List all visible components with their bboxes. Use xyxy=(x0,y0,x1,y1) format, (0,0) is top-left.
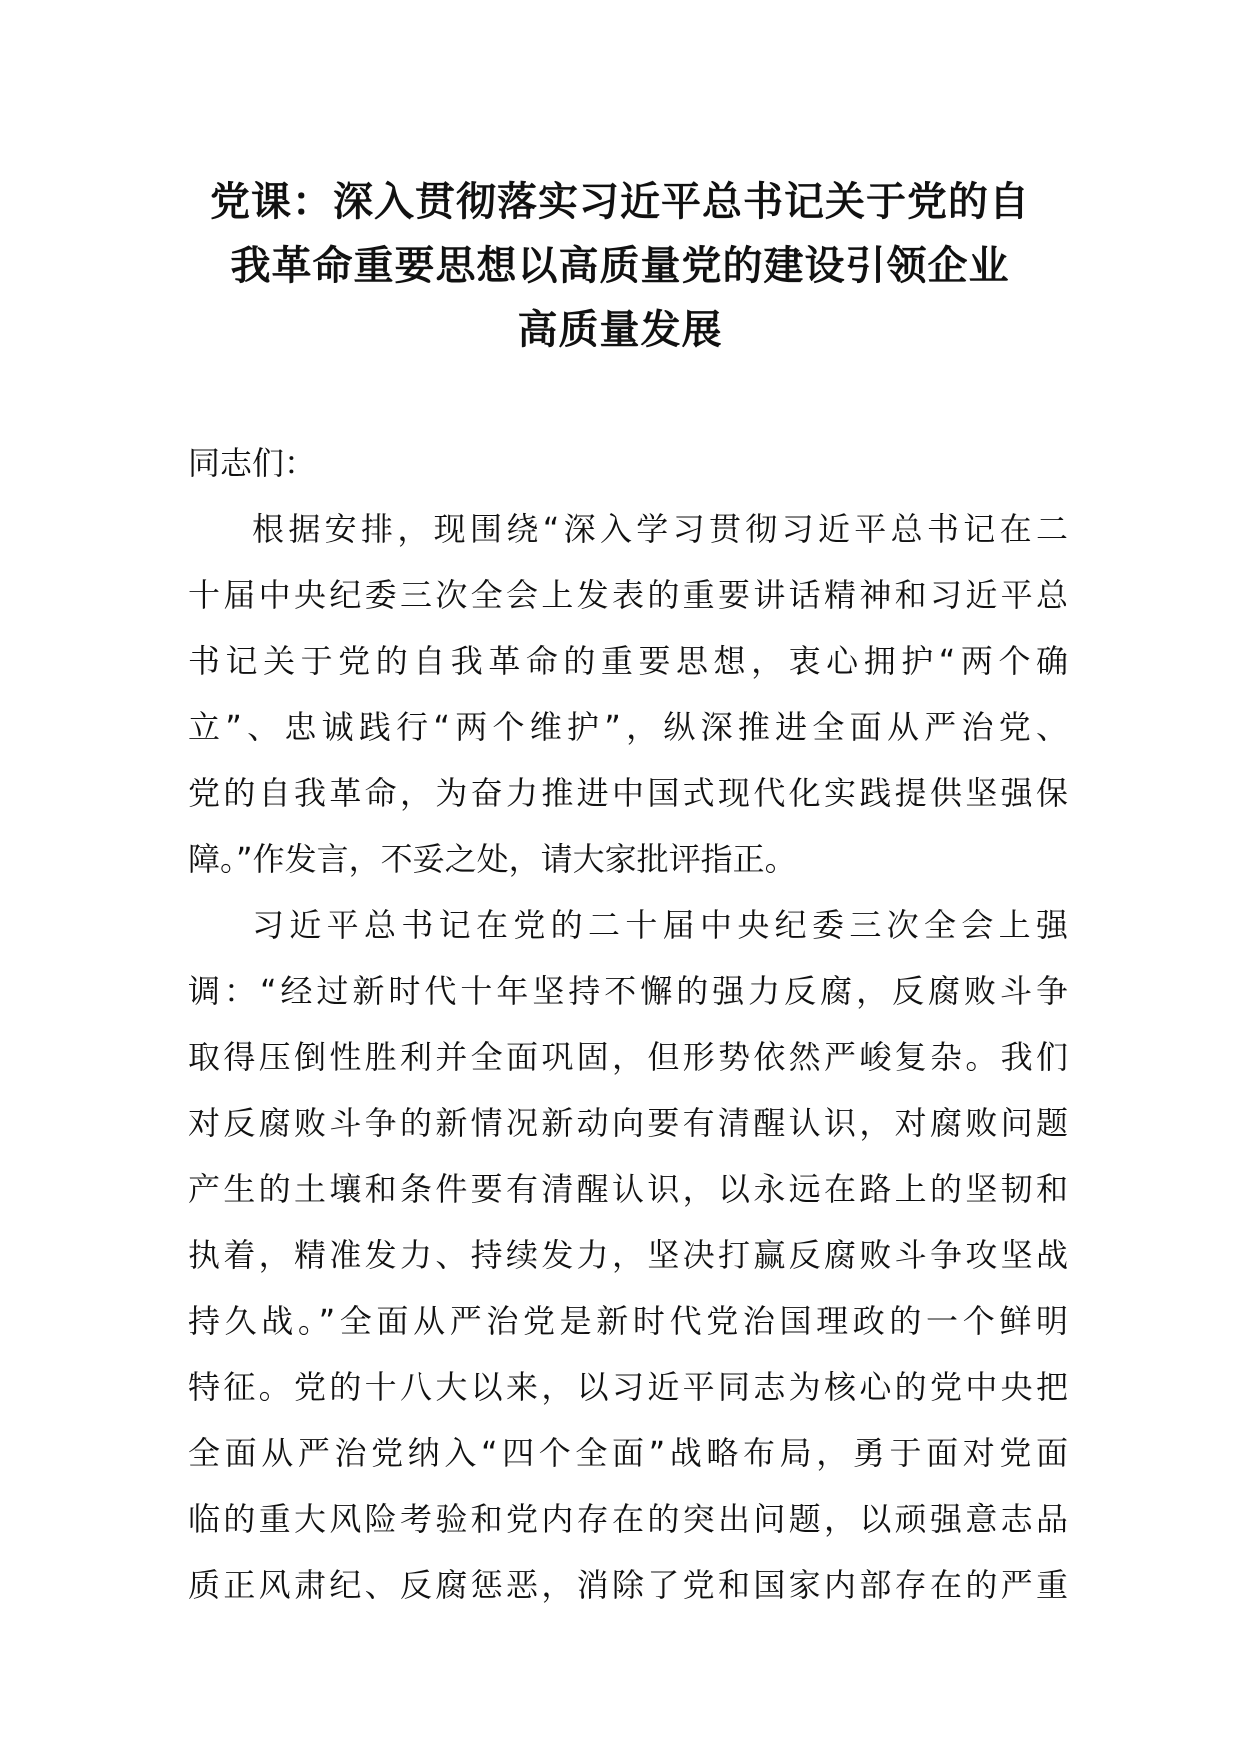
title-line: 党课：深入贯彻落实习近平总书记关于党的自 xyxy=(210,179,1030,225)
document-body xyxy=(188,430,1068,1618)
paragraph-line: 习近平总书记在党的二十届中央纪委三次全会上强 xyxy=(252,906,1068,944)
paragraph xyxy=(188,892,1068,1618)
paragraph-line: 立”、忠诚践行“两个维护”，纵深推进全面从严治党、 xyxy=(188,708,1068,746)
paragraph xyxy=(188,496,1068,892)
paragraph-line: 党的自我革命，为奋力推进中国式现代化实践提供坚强保 xyxy=(188,774,1068,812)
paragraph-line: 取得压倒性胜利并全面巩固，但形势依然严峻复杂。我们 xyxy=(188,1038,1068,1076)
paragraph-line: 临的重大风险考验和党内存在的突出问题，以顽强意志品 xyxy=(188,1500,1068,1538)
paragraph-line: 书记关于党的自我革命的重要思想，衷心拥护“两个确 xyxy=(188,642,1068,680)
title-line: 高质量发展 xyxy=(517,307,723,353)
document-title xyxy=(150,170,1090,362)
paragraph-line: 十届中央纪委三次全会上发表的重要讲话精神和习近平总 xyxy=(188,576,1068,614)
greeting: 同志们： xyxy=(188,444,317,482)
paragraph-line: 产生的土壤和条件要有清醒认识，以永远在路上的坚韧和 xyxy=(188,1170,1068,1208)
paragraph-line: 调：“经过新时代十年坚持不懈的强力反腐，反腐败斗争 xyxy=(188,972,1068,1010)
paragraph-line: 障。”作发言，不妥之处，请大家批评指正。 xyxy=(188,840,797,878)
paragraph-line: 根据安排，现围绕“深入学习贯彻习近平总书记在二 xyxy=(252,510,1068,548)
paragraph-line: 质正风肃纪、反腐惩恶，消除了党和国家内部存在的严重 xyxy=(188,1566,1068,1604)
paragraph-line: 全面从严治党纳入“四个全面”战略布局，勇于面对党面 xyxy=(188,1434,1068,1472)
paragraph-line: 持久战。”全面从严治党是新时代党治国理政的一个鲜明 xyxy=(188,1302,1068,1340)
title-line: 我革命重要思想以高质量党的建设引领企业 xyxy=(230,243,1010,289)
paragraph-line: 执着，精准发力、持续发力，坚决打赢反腐败斗争攻坚战 xyxy=(188,1236,1068,1274)
paragraph-line: 对反腐败斗争的新情况新动向要有清醒认识，对腐败问题 xyxy=(188,1104,1068,1142)
paragraph-line: 特征。党的十八大以来，以习近平同志为核心的党中央把 xyxy=(188,1368,1068,1406)
